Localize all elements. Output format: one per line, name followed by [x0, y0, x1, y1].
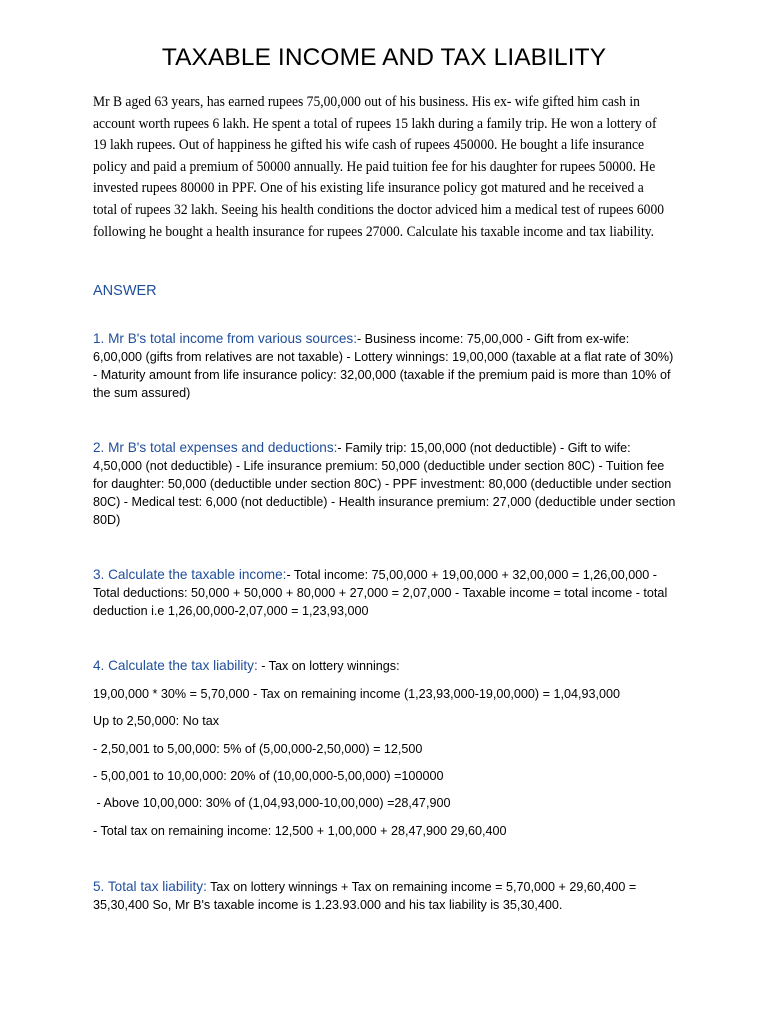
tax-line: - Above 10,00,000: 30% of (1,04,93,000-10,00,000) =28,47,900	[93, 796, 451, 810]
section-body: - Business income: 75,00,000 - Gift from ex-wife: 6,00,000 (gifts from relatives are not taxable) - Lottery winnings: 19,00,000 (taxable at a flat rate of 30%) - Maturity amount from life insurance policy: 32,00,000 (taxable if the premium paid is more than 10% of the sum assured)	[93, 332, 674, 400]
section-body: Tax on lottery winnings + Tax on remaining income = 5,70,000 + 29,60,400 = 35,30,400 So, Mr B's taxable income is 1.23.93.000 and his tax liability is 35,30,400.	[93, 880, 637, 912]
section-heading: 3. Calculate the taxable income:	[93, 567, 287, 582]
section-heading: 4. Calculate the tax liability:	[93, 658, 258, 673]
answer-heading: ANSWER	[93, 283, 157, 299]
section-heading: 2. Mr B's total expenses and deductions:	[93, 440, 338, 455]
section-tax-liability	[93, 657, 678, 675]
section-body: - Tax on lottery winnings:	[257, 659, 400, 673]
section-heading: 5. Total tax liability:	[93, 879, 207, 894]
section-income	[93, 330, 678, 402]
tax-line: Up to 2,50,000: No tax	[93, 714, 220, 728]
tax-line: - 5,00,001 to 10,00,000: 20% of (10,00,000-5,00,000) =100000	[93, 769, 444, 783]
tax-line: - 2,50,001 to 5,00,000: 5% of (5,00,000-2,50,000) = 12,500	[93, 742, 423, 756]
question-paragraph: Mr B aged 63 years, has earned rupees 75,00,000 out of his business. His ex- wife gifted him cash in account worth rupees 6 lakh. He spent a total of rupees 15 lakh during a family trip. He won a lottery of 19 lakh rupees. Out of happiness he gifted his wife cash of rupees 450000. He bought a life insurance policy and paid a premium of 50000 annually. He paid tuition fee for his daughter for rupees 50000. He invested rupees 80000 in PPF. One of his existing life insurance policy got matured and he received a total of rupees 32 lakh. Seeing his health conditions the doctor adviced him a medical test of rupees 6000 following he bought a health insurance for rupees 27000. Calculate his taxable income and tax liability.	[93, 94, 665, 240]
section-taxable-income	[93, 566, 678, 620]
tax-line: 19,00,000 * 30% = 5,70,000 - Tax on remaining income (1,23,93,000-19,00,000) = 1,04,93,000	[93, 687, 620, 701]
section-body: - Family trip: 15,00,000 (not deductible) - Gift to wife: 4,50,000 (not deductible) - Life insurance premium: 50,000 (deductible under section 80C) - Tuition fee for daughter: 50,000 (deductible under section 80C) - PPF investment: 80,000 (deductible under section 80C) - Medical test: 6,000 (not deductible) - Health insurance premium: 27,000 (deductible under section 80D)	[93, 441, 676, 527]
tax-line: - Total tax on remaining income: 12,500 + 1,00,000 + 28,47,900 29,60,400	[93, 824, 507, 838]
section-heading: 1. Mr B's total income from various sources:	[93, 331, 357, 346]
section-deductions	[93, 439, 678, 529]
section-body: - Total income: 75,00,000 + 19,00,000 + 32,00,000 = 1,26,00,000 - Total deductions: 50,000 + 50,000 + 80,000 + 27,000 = 2,07,000 - Taxable income = total income - total deduction i.e 1,26,00,000-2,07,000 = 1,23,93,000	[93, 568, 668, 618]
section-total-liability	[93, 878, 678, 914]
page-title: TAXABLE INCOME AND TAX LIABILITY	[161, 44, 607, 71]
